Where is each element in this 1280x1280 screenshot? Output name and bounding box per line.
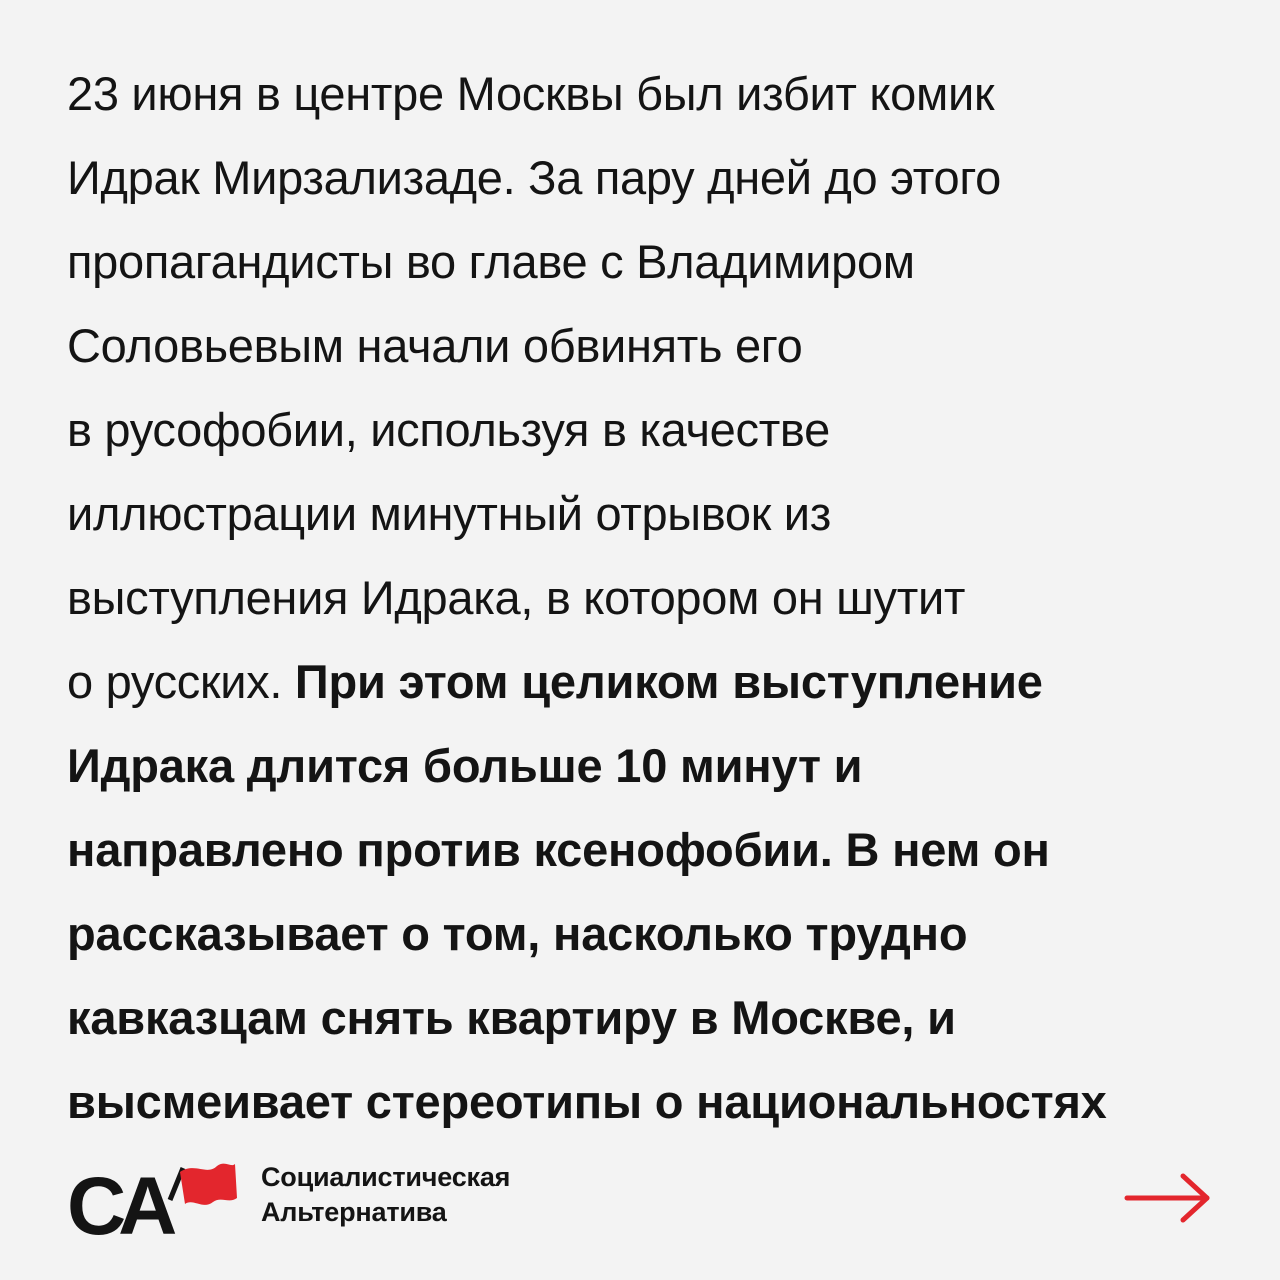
text-line-6: иллюстрации минутный отрывок из bbox=[67, 487, 831, 540]
logo-name bbox=[261, 1160, 510, 1230]
text-line-11: рассказывает о том, насколько трудно bbox=[67, 907, 968, 960]
logo-letters: СА bbox=[67, 1161, 172, 1238]
text-line-8 bbox=[67, 650, 1247, 734]
logo bbox=[67, 1158, 242, 1238]
text-line-8-bold: При этом целиком выступление bbox=[294, 655, 1043, 708]
text-line-13: высмеивает стереотипы о национальностях bbox=[67, 1075, 1107, 1128]
text-line-7: выступления Идрака, в котором он шутит bbox=[67, 571, 966, 624]
text-line-12: кавказцам снять квартиру в Москве, и bbox=[67, 991, 956, 1044]
red-flag-icon bbox=[170, 1164, 237, 1205]
text-line-9: Идрака длится больше 10 минут и bbox=[67, 739, 863, 792]
arrow-right-icon[interactable] bbox=[1123, 1170, 1213, 1226]
text-line-3: пропагандисты во главе с Владимиром bbox=[67, 235, 915, 288]
text-line-5: в русофобии, используя в качестве bbox=[67, 403, 830, 456]
text-line-8-regular: о русских. bbox=[67, 655, 295, 708]
text-line-1: 23 июня в центре Москвы был избит комик bbox=[67, 67, 995, 120]
footer bbox=[67, 1158, 1213, 1238]
text-line-10: направлено против ксенофобии. В нем он bbox=[67, 823, 1050, 876]
text-line-2: Идрак Мирзализаде. За пару дней до этого bbox=[67, 151, 1001, 204]
text-line-4: Соловьевым начали обвинять его bbox=[67, 319, 803, 372]
article-text bbox=[67, 62, 1247, 1154]
logo-name-line-1: Социалистическая bbox=[261, 1162, 511, 1192]
logo-name-line-2: Альтернатива bbox=[261, 1197, 447, 1227]
